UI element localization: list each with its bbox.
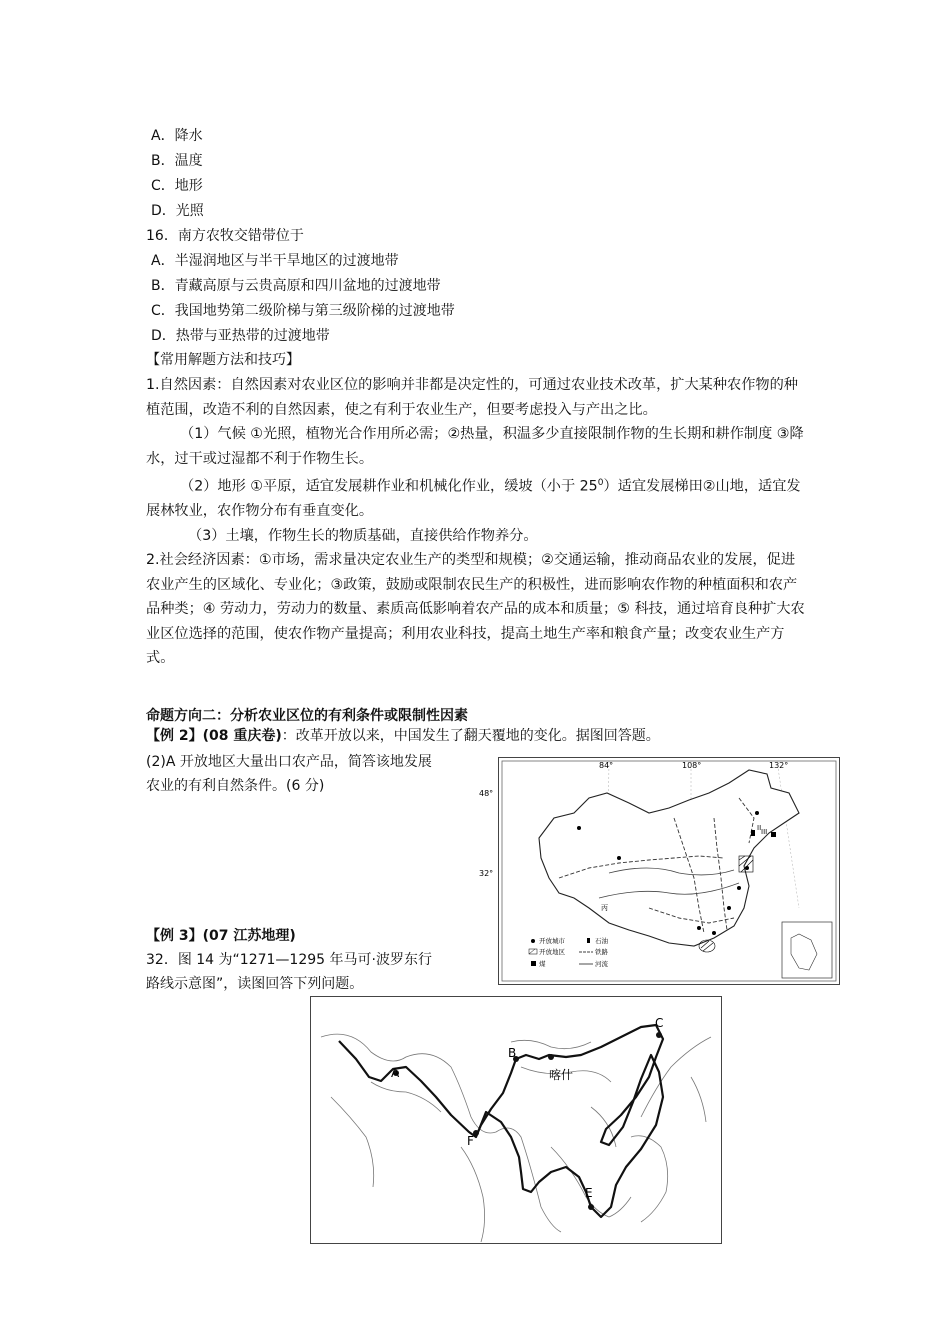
- legend-open-city: 开放城市: [539, 937, 565, 945]
- methods-climate: （1）气候 ①光照，植物光合作用所必需；②热量，积温多少直接限制作物的生长期和耕作制度 ③降水，过干或过湿都不利于作物生长。: [146, 426, 804, 467]
- q16-option-d: D．热带与亚热带的过渡地带: [151, 328, 330, 344]
- direction2-heading: 命题方向二：分析农业区位的有利条件或限制性因素: [146, 708, 468, 724]
- legend-coal: 煤: [539, 960, 546, 968]
- methods-soil: （3）土壤，作物生长的物质基础，直接供给作物养分。: [188, 527, 538, 544]
- example3-title: 【例 3】(07 江苏地理): [146, 928, 296, 944]
- label-II: II: [757, 824, 762, 832]
- q15-option-a: A．降水: [151, 128, 203, 144]
- methods-socioeconomic: 2.社会经济因素：①市场，需求量决定农业生产的类型和规模；②交通运输，推动商品农业的发展，促进农业产生的区域化、专业化；③政策，鼓励或限制农民生产的积极性，进而影响农作物的种植面积和农产品种类；④ 劳动力，劳动力的数量、素质高低影响着农产品的成本和质量；⑤ 科技，通过培育良种扩大农业区位选择的范围，使农作物产量提高；利用农业科技，提高土地生产率和粮食产量；改变农业生产方式。: [146, 552, 805, 667]
- point-f: F: [467, 1134, 474, 1148]
- q15-option-c: C．地形: [151, 178, 203, 194]
- lat-label-48: 48°: [479, 789, 494, 798]
- lat-label-32: 32°: [479, 869, 494, 878]
- point-e: E: [585, 1186, 593, 1200]
- q15-option-b: B．温度: [151, 153, 203, 169]
- example2-question-line1: (2)A 开放地区大量出口农产品，简答该地发展: [146, 754, 432, 770]
- methods-terrain: （2）地形 ①平原，适宜发展耕作业和机械化作业，缓坡（小于 $25^0$）适宜发展梯田②山地，适宜发展林牧业，农作物分布有垂直变化。: [146, 478, 801, 520]
- q16-option-b: B．青藏高原与云贵高原和四川盆地的过渡地带: [151, 278, 441, 294]
- q16-option-a: A．半湿润地区与半干旱地区的过渡地带: [151, 253, 399, 269]
- methods-heading: 【常用解题方法和技巧】: [146, 352, 300, 368]
- example3-question-line2: 路线示意图”，读图回答下列问题。: [146, 976, 364, 992]
- methods-body: [146, 373, 808, 671]
- legend-railway: 铁路: [595, 948, 608, 956]
- lon-label-108: 108°: [682, 761, 702, 770]
- kashgar-label: 喀什: [549, 1068, 574, 1082]
- example2-question-line2: 农业的有利自然条件。(6 分): [146, 778, 325, 794]
- point-a: A: [391, 1066, 400, 1080]
- lon-label-132: 132°: [769, 761, 789, 770]
- label-bing: 丙: [601, 904, 608, 912]
- label-III: III: [761, 828, 768, 836]
- china-outline: [539, 770, 799, 946]
- q16-stem: 16．南方农牧交错带位于: [146, 228, 304, 244]
- map-legend: [529, 936, 609, 968]
- point-c: C: [655, 1016, 664, 1030]
- travel-route: [339, 1025, 663, 1217]
- china-open-areas-map: [479, 757, 840, 985]
- marco-polo-route-map: [310, 996, 722, 1244]
- q15-option-d: D．光照: [151, 203, 204, 219]
- example3-question-line1: 32．图 14 为“1271—1295 年马可·波罗东行: [146, 952, 432, 968]
- lon-label-84: 84°: [599, 761, 614, 770]
- legend-river: 河流: [595, 960, 608, 968]
- legend-open-area: 开放地区: [539, 948, 565, 956]
- example2-title: 【例 2】(08 重庆卷)：改革开放以来，中国发生了翻天覆地的变化。据图回答题。: [146, 728, 660, 744]
- point-b: B: [508, 1046, 517, 1060]
- methods-natural-factors: 1.自然因素：自然因素对农业区位的影响并非都是决定性的，可通过农业技术改革，扩大某种农作物的种植范围，改造不利的自然因素，使之有利于农业生产，但要考虑投入与产出之比。: [146, 377, 798, 418]
- legend-oil: 石油: [595, 937, 608, 945]
- q16-option-c: C．我国地势第二级阶梯与第三级阶梯的过渡地带: [151, 303, 455, 319]
